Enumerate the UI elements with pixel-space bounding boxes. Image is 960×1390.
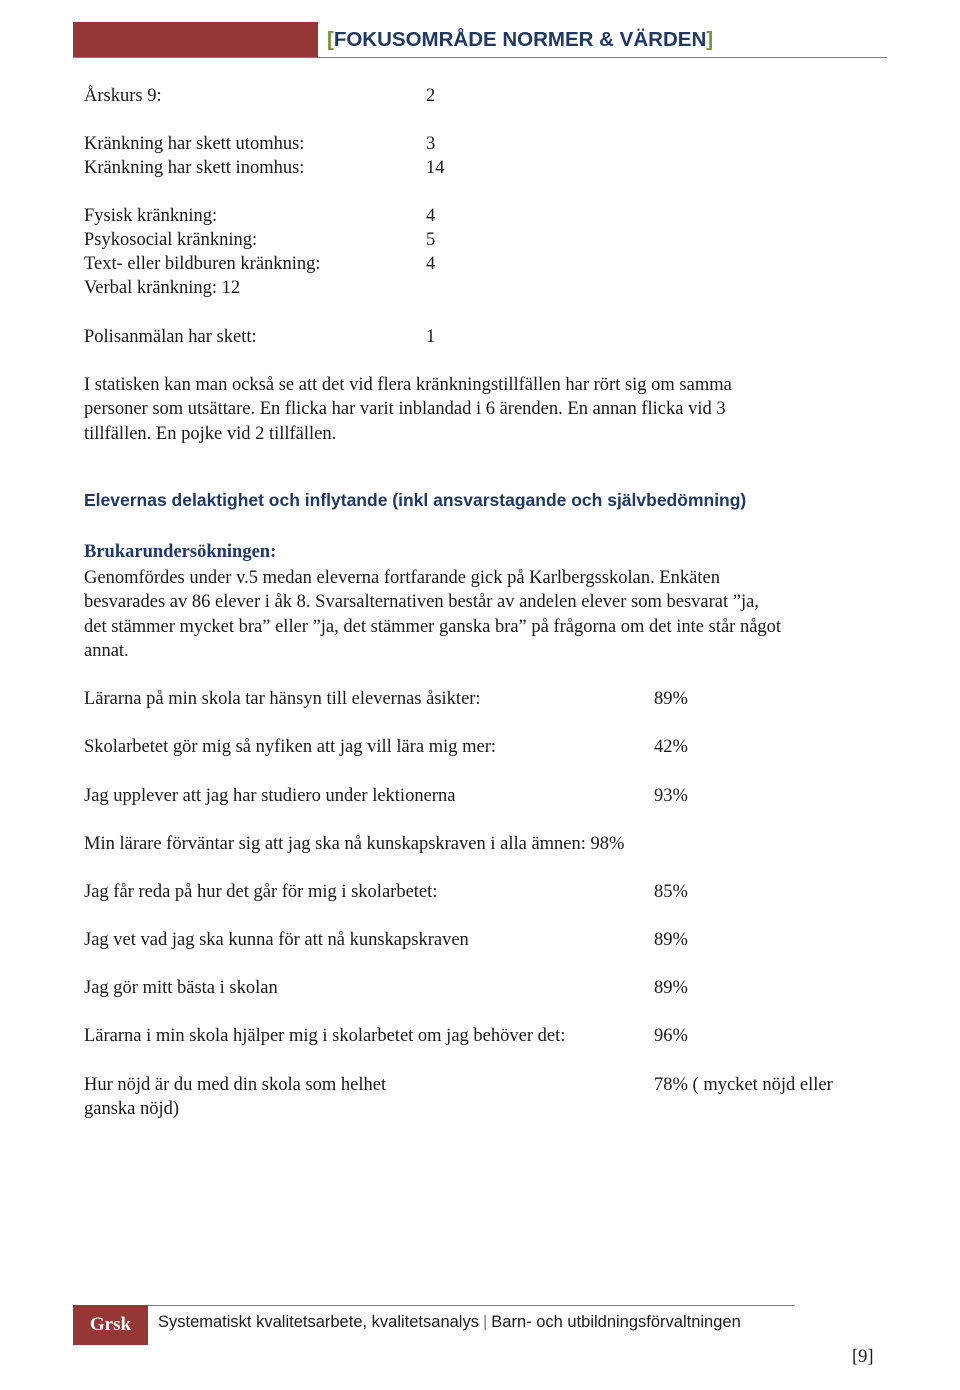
- grade-value: 2: [426, 86, 436, 106]
- survey-question: Hur nöjd är du med din skola som helhet: [84, 1075, 387, 1095]
- survey-question: Jag gör mitt bästa i skolan: [84, 978, 278, 998]
- police-value: 1: [426, 327, 436, 347]
- footer-rule: [73, 1305, 795, 1306]
- statistics-paragraph: I statisken kan man också se att det vid flera kränkningstillfällen har rört sig om samma personer som utsättare. En flicka har varit inblandad i 6 ärenden. En annan flicka vid 3 tillfällen. En pojke vid 2 tillfällen.: [84, 375, 732, 444]
- footer-separator: |: [482, 1313, 488, 1331]
- survey-question: Jag får reda på hur det går för mig i skolarbetet:: [84, 882, 438, 902]
- survey-value: 85%: [654, 882, 688, 902]
- footer-logo: Grsk: [73, 1305, 148, 1345]
- grade-label: Årskurs 9:: [84, 86, 162, 106]
- police-label: Polisanmälan har skett:: [84, 327, 257, 347]
- survey-value: 89%: [654, 978, 688, 998]
- survey-question: Jag upplever att jag har studiero under lektionerna: [84, 786, 456, 806]
- header-title: [FOKUSOMRÅDE NORMER & VÄRDEN]: [327, 28, 714, 51]
- survey-question: Skolarbetet gör mig så nyfiken att jag vill lära mig mer:: [84, 737, 497, 757]
- type-value: 4: [426, 206, 436, 226]
- survey-heading: Brukarundersökningen:: [84, 542, 277, 562]
- location-label: Kränkning har skett inomhus:: [84, 158, 305, 178]
- header-accent-bar: [73, 22, 318, 58]
- survey-question: ganska nöjd): [84, 1099, 180, 1119]
- location-label: Kränkning har skett utomhus:: [84, 134, 305, 154]
- survey-value: 89%: [654, 689, 688, 709]
- type-label: Psykosocial kränkning:: [84, 230, 258, 250]
- survey-question: Lärarna på min skola tar hänsyn till elevernas åsikter:: [84, 689, 481, 709]
- survey-value: 96%: [654, 1026, 688, 1046]
- header-rule: [73, 57, 887, 58]
- survey-value: 89%: [654, 930, 688, 950]
- type-label: Text- eller bildburen kränkning:: [84, 254, 321, 274]
- location-value: 3: [426, 134, 436, 154]
- survey-question: Jag vet vad jag ska kunna för att nå kunskapskraven: [84, 930, 469, 950]
- type-value: 4: [426, 254, 436, 274]
- survey-value: 42%: [654, 737, 688, 757]
- page-number: [9]: [852, 1347, 874, 1367]
- location-value: 14: [426, 158, 445, 178]
- survey-value: 93%: [654, 786, 688, 806]
- type-value: 5: [426, 230, 436, 250]
- survey-intro: Genomfördes under v.5 medan eleverna fortfarande gick på Karlbergsskolan. Enkäten besvarades av 86 elever i åk 8. Svarsalternativen består av andelen elever som besvarat ”ja, det stämmer mycket bra” eller ”ja, det stämmer ganska bra” på frågorna om det inte står något annat.: [84, 568, 782, 661]
- survey-value: 78% ( mycket nöjd eller: [654, 1075, 833, 1095]
- type-label: Verbal kränkning: 12: [84, 278, 241, 298]
- type-label: Fysisk kränkning:: [84, 206, 218, 226]
- survey-question: Min lärare förväntar sig att jag ska nå kunskapskraven i alla ämnen: 98%: [84, 834, 625, 854]
- survey-question: Lärarna i min skola hjälper mig i skolarbetet om jag behöver det:: [84, 1026, 566, 1046]
- footer-text: Systematiskt kvalitetsarbete, kvalitetsanalys | Barn- och utbildningsförvaltningen: [158, 1313, 741, 1331]
- section-heading: Elevernas delaktighet och inflytande (inkl ansvarstagande och självbedömning): [84, 490, 747, 510]
